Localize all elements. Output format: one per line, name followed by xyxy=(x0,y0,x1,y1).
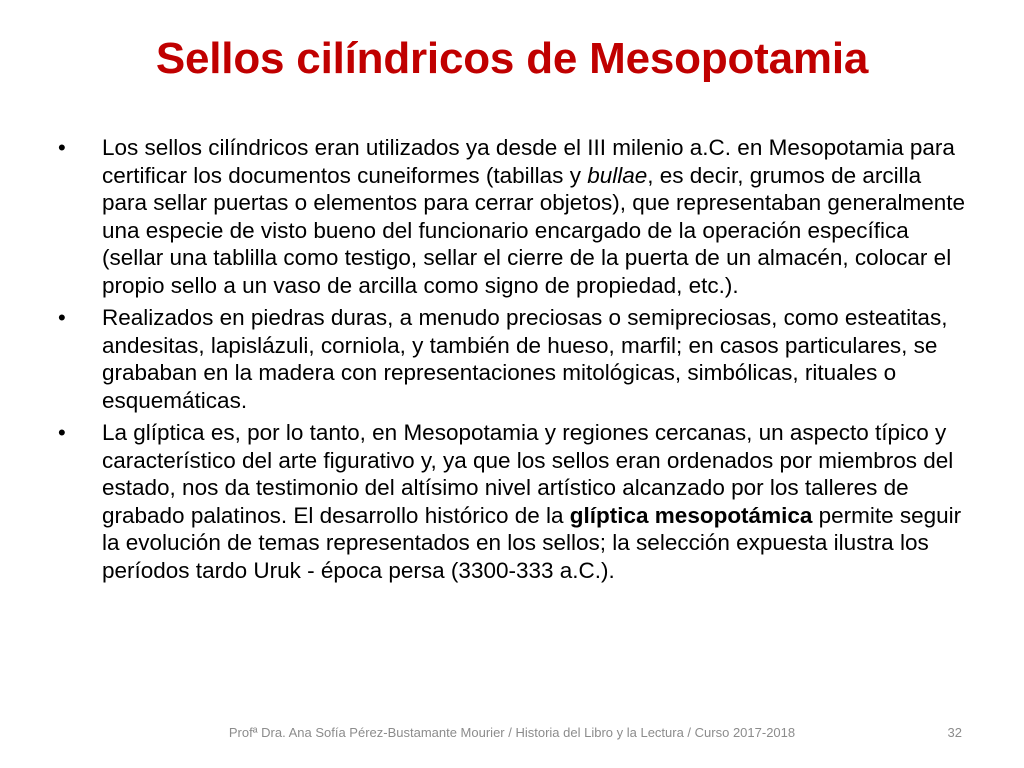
bullet-icon: • xyxy=(58,135,66,160)
bullet-icon: • xyxy=(58,305,66,330)
bullet-text xyxy=(102,420,961,583)
bullet-text-segment: Realizados en piedras duras, a menudo preciosas o semipreciosas, como esteatitas, andesitas, lapislázuli, corniola, y también de hueso, marfil; en casos particulares, se grababan en la madera con representaciones mitológicas, simbólicas, rituales o esquemáticas. xyxy=(102,305,948,413)
bullet-item xyxy=(58,134,968,299)
bullet-item xyxy=(58,304,968,414)
bullet-text-italic: bullae xyxy=(587,162,648,188)
bullet-text-segment: La glíptica es, por lo tanto, en Mesopotamia y regiones cercanas, un aspecto típico y característico del arte figurativo y, ya que los sellos eran ordenados por miembros del estado, nos da testimonio del altísimo nivel artístico alcanzado por los talleres de grabado palatinos. El desarrollo histórico de la xyxy=(102,420,954,528)
bullet-item xyxy=(58,419,968,584)
bullet-text xyxy=(102,305,947,413)
page-number: 32 xyxy=(947,725,962,740)
bullet-text-bold: glíptica mesopotámica xyxy=(569,502,813,528)
bullet-text xyxy=(102,135,965,298)
bullet-text-segment: , es decir, grumos de arcilla para sellar puertas o elementos para cerrar objetos), que representaban generalmente una especie de visto bueno del funcionario encargado de la operación específica (sellar una tablilla como testigo, sellar el cierre de la puerta de un almacén, colocar el propio sello a un vaso de arcilla como signo de propiedad, etc.). xyxy=(102,162,966,298)
bullet-text-segment: permite seguir la evolución de temas representados en los sellos; la selección expuesta ilustra los períodos tardo Uruk - época persa (3300-333 a.C.). xyxy=(102,502,962,583)
slide-footer: Profª Dra. Ana Sofía Pérez-Bustamante Mourier / Historia del Libro y la Lectura / Curso 2017-2018 xyxy=(228,725,796,740)
bullet-list xyxy=(58,134,968,589)
bullet-text-segment: Los sellos cilíndricos eran utilizados ya desde el III milenio a.C. en Mesopotamia para certificar los documentos cuneiformes (tabillas y xyxy=(102,135,955,188)
slide-title: Sellos cilíndricos de Mesopotamia xyxy=(155,34,869,83)
bullet-icon: • xyxy=(58,420,66,445)
